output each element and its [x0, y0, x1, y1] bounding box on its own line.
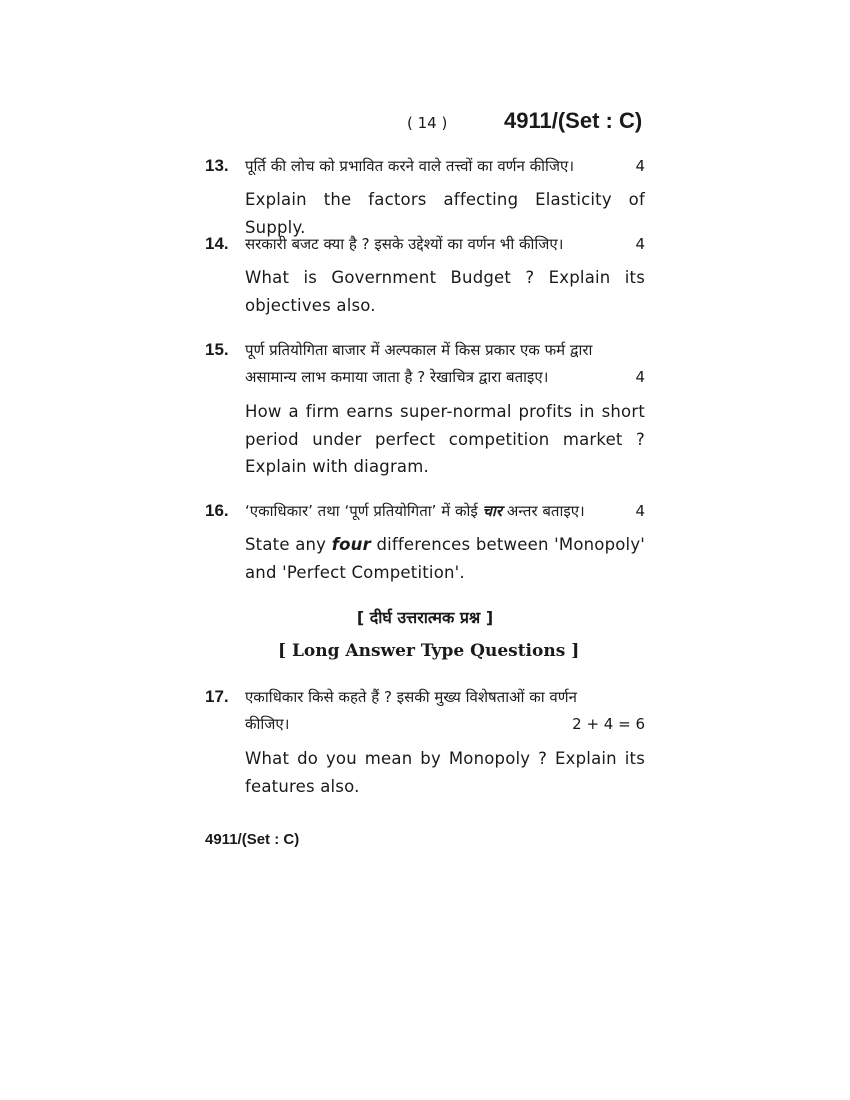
question-english	[245, 531, 645, 586]
english-text: State any	[245, 535, 327, 554]
question-hindi	[245, 498, 645, 525]
hindi-text: पूर्ति की लोच को प्रभावित करने वाले तत्त्वों का वर्णन कीजिए।	[245, 157, 575, 175]
question-number: 14.	[205, 234, 229, 253]
question-english: Explain the factors affecting Elasticity of Supply.	[245, 190, 645, 237]
question-hindi	[245, 153, 645, 180]
question-number: 13.	[205, 156, 229, 175]
marks: 4	[635, 502, 645, 520]
hindi-text: सरकारी बजट क्या है ? इसके उद्देश्यों का वर्णन भी कीजिए।	[245, 235, 564, 253]
question-number: 16.	[205, 501, 229, 520]
section-heading-hindi: [ दीर्घ उत्तरात्मक प्रश्न ]	[356, 608, 494, 627]
hindi-line: पूर्ण प्रतियोगिता बाजार में अल्पकाल में किस प्रकार एक फर्म द्वारा	[245, 341, 593, 359]
question-number: 17.	[205, 687, 229, 706]
english-text: differences between 'Monopoly' and 'Perfect Competition'.	[245, 535, 646, 582]
page-number: ( 14 )	[407, 114, 448, 132]
question-english: How a firm earns super-normal profits in short period under perfect competition market ? Explain with diagram.	[245, 402, 645, 476]
hindi-line: असामान्य लाभ कमाया जाता है ? रेखाचित्र द्वारा बताइए।	[245, 368, 549, 386]
hindi-text: अन्तर बताइए।	[506, 502, 585, 520]
marks: 2 + 4 = 6	[572, 715, 645, 733]
question-hindi	[245, 337, 645, 391]
marks: 4	[635, 157, 645, 175]
hindi-line: कीजिए।	[245, 715, 290, 733]
paper-code-header: 4911/(Set : C)	[504, 108, 643, 133]
hindi-text: ‘एकाधिकार’ तथा ‘पूर्ण प्रतियोगिता’ में कोई	[245, 502, 478, 520]
question-hindi	[245, 684, 645, 738]
question-number: 15.	[205, 340, 229, 359]
hindi-line: एकाधिकार किसे कहते हैं ? इसकी मुख्य विशेषताओं का वर्णन	[245, 688, 577, 706]
paper-code-footer: 4911/(Set : C)	[205, 831, 300, 848]
marks: 4	[635, 235, 645, 253]
question-english: What is Government Budget ? Explain its objectives also.	[245, 268, 645, 315]
hindi-emphasis: चार	[482, 502, 503, 520]
marks: 4	[635, 368, 645, 386]
question-english: What do you mean by Monopoly ? Explain its features also.	[245, 749, 645, 796]
question-hindi	[245, 231, 645, 258]
section-heading-english: [ Long Answer Type Questions ]	[278, 641, 580, 661]
english-emphasis: four	[331, 535, 371, 554]
